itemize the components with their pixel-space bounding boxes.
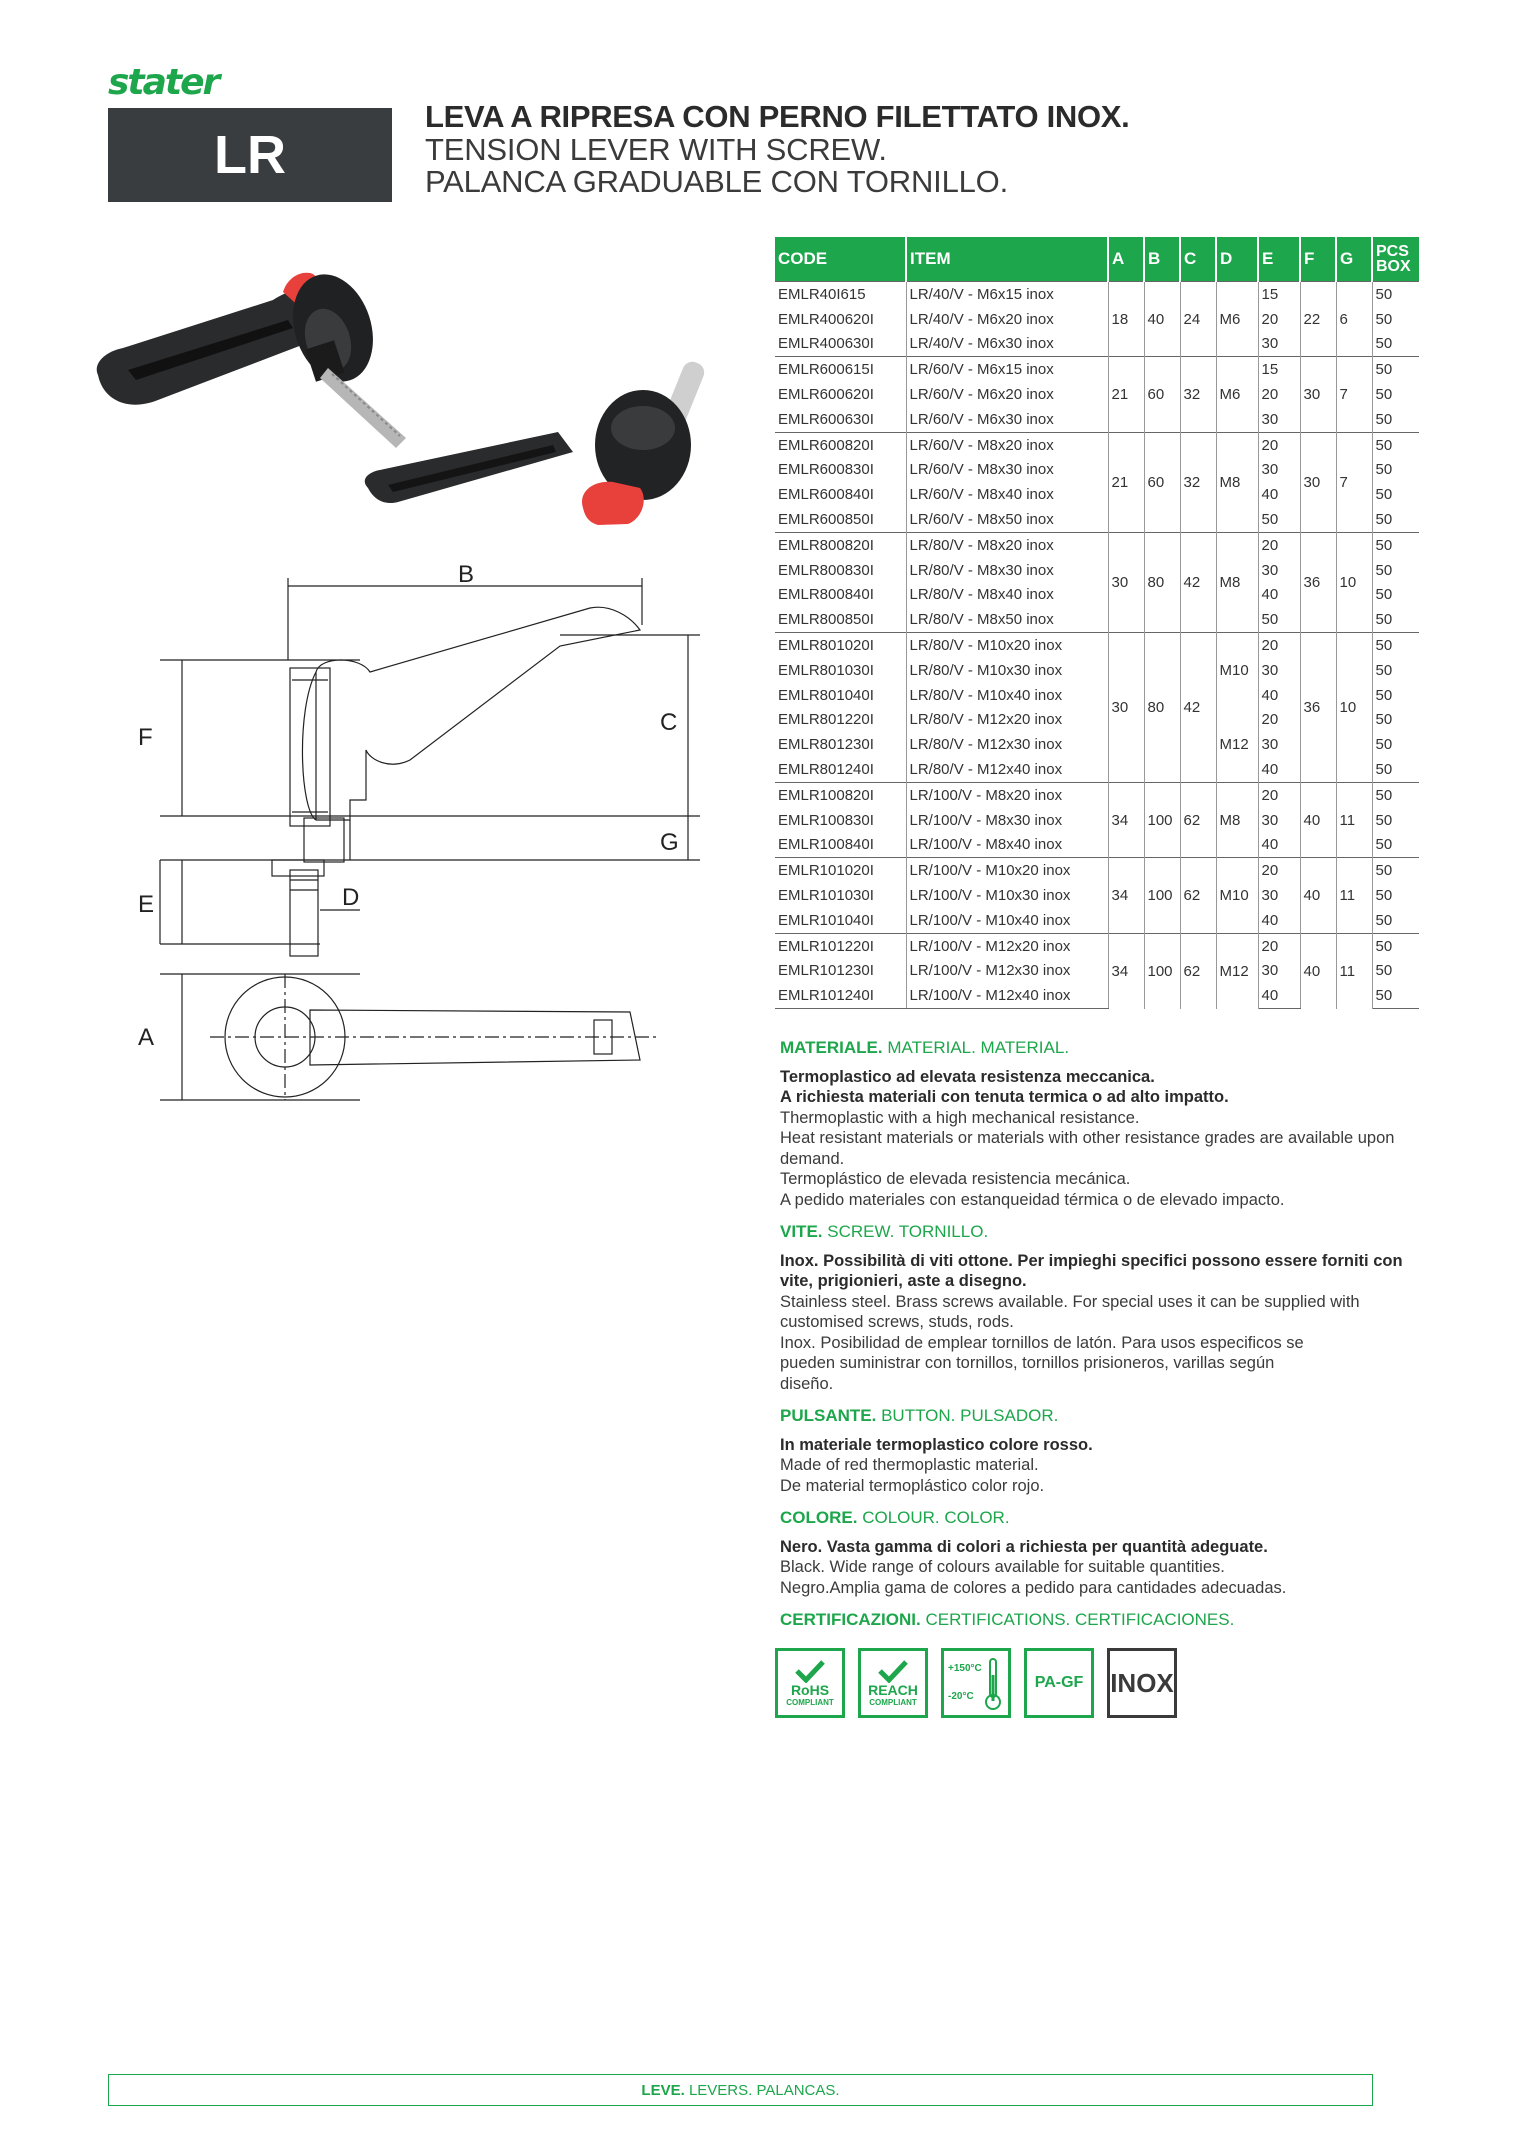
cell-item: LR/80/V - M12x40 inox: [906, 757, 1108, 782]
cell-pcs: 50: [1375, 661, 1393, 679]
material-it-2: A richiesta materiali con tenuta termica o ad alto impatto.: [780, 1088, 1229, 1106]
cell-e: 15: [1258, 357, 1300, 382]
cell-code: EMLR801220I: [775, 708, 906, 733]
cell-d: M10: [1216, 633, 1258, 708]
table-row: [775, 933, 1419, 958]
cell-code: EMLR801020I: [775, 633, 906, 658]
cell-item: LR/100/V - M8x30 inox: [906, 808, 1108, 833]
material-es-2: A pedido materiales con estanqueidad térmica o de elevado impacto.: [780, 1190, 1285, 1209]
footer-bold: LEVE.: [641, 2081, 685, 2099]
cell-e: 20: [1258, 933, 1300, 958]
cell-item: LR/40/V - M6x15 inox: [906, 282, 1108, 307]
cell-a: 30: [1108, 633, 1144, 783]
material-en-2: Heat resistant materials or materials with other resistance grades are available upon demand.: [780, 1129, 1395, 1168]
cell-code: EMLR101220I: [775, 933, 906, 958]
cell-pcs: 50: [1375, 561, 1393, 579]
header-pcs: PCS: [1376, 243, 1409, 260]
spec-table: [775, 237, 1419, 1009]
header-f: F: [1300, 237, 1336, 282]
spec-table-body: [775, 282, 1419, 1009]
temperature-badge: +150°C -20°C: [941, 1648, 1011, 1718]
cell-e: 30: [1258, 883, 1300, 908]
title-spanish: PALANCA GRADUABLE CON TORNILLO.: [425, 164, 1008, 199]
cell-g: 7: [1336, 432, 1372, 532]
cell-item: LR/60/V - M8x30 inox: [906, 458, 1108, 483]
dim-label-b: B: [458, 561, 475, 588]
cell-code: EMLR101030I: [775, 883, 906, 908]
cell-e: 30: [1258, 732, 1300, 757]
cell-pcs: 50: [1372, 532, 1419, 557]
cell-f: 36: [1300, 532, 1336, 632]
header-a: A: [1108, 237, 1144, 282]
cell-item: LR/80/V - M10x20 inox: [906, 633, 1108, 658]
table-row: [775, 633, 1419, 658]
cell-g: 7: [1336, 357, 1372, 432]
cell-b: 100: [1144, 858, 1180, 933]
cell-pcs: 50: [1375, 335, 1393, 353]
cell-e: 20: [1258, 708, 1300, 733]
cell-pcs: 50: [1375, 887, 1393, 905]
material-es-1: Termoplástico de elevada resistencia mecánica.: [780, 1170, 1131, 1188]
cell-c: 62: [1180, 858, 1216, 933]
product-code: LR: [214, 125, 286, 185]
footer-rest: LEVERS. PALANCAS.: [688, 2081, 840, 2099]
cell-item: LR/100/V - M10x40 inox: [906, 908, 1108, 933]
cell-pcs: 50: [1372, 432, 1419, 457]
cell-b: 60: [1144, 432, 1180, 532]
cell-e: 30: [1258, 558, 1300, 583]
cell-item: LR/60/V - M6x20 inox: [906, 382, 1108, 407]
screw-heading: VITE. SCREW. TORNILLO.: [780, 1222, 989, 1241]
cell-a: 34: [1108, 782, 1144, 857]
cell-c: 62: [1180, 933, 1216, 1008]
cell-item: LR/80/V - M8x30 inox: [906, 558, 1108, 583]
cell-code: EMLR600820I: [775, 432, 906, 457]
cell-a: 34: [1108, 933, 1144, 1008]
cell-e: 15: [1258, 282, 1300, 307]
cell-code: EMLR600830I: [775, 458, 906, 483]
header-pcs-box: [1372, 237, 1419, 282]
button-en: Made of red thermoplastic material.: [780, 1456, 1039, 1474]
footer-bar: [108, 2074, 1373, 2106]
thermometer-icon: [984, 1657, 1002, 1711]
cell-item: LR/80/V - M10x40 inox: [906, 683, 1108, 708]
cell-b: 80: [1144, 532, 1180, 632]
dim-label-a: A: [138, 1024, 155, 1051]
cell-item: LR/40/V - M6x30 inox: [906, 332, 1108, 357]
cell-pcs: 50: [1375, 386, 1393, 404]
dim-label-e: E: [138, 891, 155, 918]
cell-f: 40: [1300, 858, 1336, 933]
colour-it: Nero. Vasta gamma di colori a richiesta per quantità adeguate.: [780, 1537, 1268, 1556]
certification-badges: [775, 1648, 1177, 1718]
cell-g: 11: [1336, 782, 1372, 857]
cell-code: EMLR801030I: [775, 658, 906, 683]
screw-it: Inox. Possibilità di viti ottone. Per impieghi specifici possono essere forniti con vite, prigionieri, aste a disegno.: [780, 1251, 1403, 1290]
cell-e: 30: [1258, 332, 1300, 357]
cell-item: LR/60/V - M6x15 inox: [906, 357, 1108, 382]
cell-c: 42: [1180, 633, 1216, 783]
cell-pcs: 50: [1372, 282, 1419, 307]
cell-b: 80: [1144, 633, 1180, 783]
cell-d: M6: [1216, 357, 1258, 432]
title-block: [425, 100, 1129, 198]
cell-item: LR/100/V - M8x20 inox: [906, 782, 1108, 807]
cell-d: M8: [1216, 432, 1258, 532]
table-row: [775, 532, 1419, 557]
cell-item: LR/100/V - M10x30 inox: [906, 883, 1108, 908]
cell-g: 10: [1336, 532, 1372, 632]
cell-pcs: 50: [1375, 761, 1393, 779]
header-box: BOX: [1376, 258, 1411, 275]
cell-e: 30: [1258, 808, 1300, 833]
colour-es: Negro.Amplia gama de colores a pedido para cantidades adecuadas.: [780, 1578, 1287, 1597]
cell-e: 30: [1258, 959, 1300, 984]
cell-code: EMLR101230I: [775, 959, 906, 984]
cell-code: EMLR800820I: [775, 532, 906, 557]
cell-b: 100: [1144, 782, 1180, 857]
cell-pcs: 50: [1375, 310, 1393, 328]
dim-label-c: C: [660, 709, 678, 736]
cell-code: EMLR100830I: [775, 808, 906, 833]
cell-d: M6: [1216, 282, 1258, 357]
header-e: E: [1258, 237, 1300, 282]
cell-pcs: 50: [1375, 511, 1393, 529]
cell-e: 40: [1258, 983, 1300, 1008]
cell-e: 40: [1258, 583, 1300, 608]
cell-f: 22: [1300, 282, 1336, 357]
cell-code: EMLR101020I: [775, 858, 906, 883]
cell-e: 50: [1258, 507, 1300, 532]
cell-item: LR/80/V - M10x30 inox: [906, 658, 1108, 683]
cell-pcs: 50: [1372, 782, 1419, 807]
cell-item: LR/80/V - M12x30 inox: [906, 732, 1108, 757]
header-code: CODE: [775, 237, 906, 282]
product-photo: [88, 240, 748, 560]
cell-g: 11: [1336, 933, 1372, 1008]
dim-label-d: D: [342, 884, 360, 911]
rohs-badge: RoHS COMPLIANT: [775, 1648, 845, 1718]
cell-e: 20: [1258, 782, 1300, 807]
cell-e: 20: [1258, 858, 1300, 883]
cell-code: EMLR800840I: [775, 583, 906, 608]
cell-item: LR/80/V - M8x40 inox: [906, 583, 1108, 608]
cell-pcs: 50: [1375, 811, 1393, 829]
cell-pcs: 50: [1375, 461, 1393, 479]
cell-item: LR/80/V - M8x20 inox: [906, 532, 1108, 557]
dim-label-f: F: [138, 724, 153, 751]
cell-item: LR/60/V - M6x30 inox: [906, 407, 1108, 432]
cell-f: 30: [1300, 432, 1336, 532]
table-row: [775, 858, 1419, 883]
cell-c: 24: [1180, 282, 1216, 357]
cell-code: EMLR100820I: [775, 782, 906, 807]
lever-right-image: [365, 359, 707, 525]
cell-item: LR/100/V - M12x20 inox: [906, 933, 1108, 958]
header-b: B: [1144, 237, 1180, 282]
cell-pcs: 50: [1375, 962, 1393, 980]
cell-code: EMLR101040I: [775, 908, 906, 933]
cell-d: M10: [1216, 858, 1258, 933]
header-g: G: [1336, 237, 1372, 282]
cell-c: 32: [1180, 432, 1216, 532]
cell-e: 50: [1258, 607, 1300, 632]
cell-code: EMLR600620I: [775, 382, 906, 407]
cell-item: LR/100/V - M10x20 inox: [906, 858, 1108, 883]
cell-item: LR/100/V - M8x40 inox: [906, 833, 1108, 858]
cell-g: 6: [1336, 282, 1372, 357]
button-es: De material termoplástico color rojo.: [780, 1476, 1045, 1495]
table-header-row: [775, 237, 1419, 282]
cell-item: LR/60/V - M8x50 inox: [906, 507, 1108, 532]
cell-code: EMLR400620I: [775, 307, 906, 332]
cell-pcs: 50: [1375, 686, 1393, 704]
cell-code: EMLR801230I: [775, 732, 906, 757]
cell-e: 40: [1258, 833, 1300, 858]
checkmark-icon: [794, 1659, 826, 1683]
cell-pcs: 50: [1375, 611, 1393, 629]
header-item: ITEM: [906, 237, 1108, 282]
cell-code: EMLR600630I: [775, 407, 906, 432]
cell-code: EMLR600850I: [775, 507, 906, 532]
material-en-1: Thermoplastic with a high mechanical resistance.: [780, 1108, 1140, 1127]
cell-item: LR/40/V - M6x20 inox: [906, 307, 1108, 332]
cell-code: EMLR801040I: [775, 683, 906, 708]
cell-g: 11: [1336, 858, 1372, 933]
cell-code: EMLR100840I: [775, 833, 906, 858]
lever-left-image: [97, 264, 406, 448]
cell-c: 62: [1180, 782, 1216, 857]
cell-e: 40: [1258, 683, 1300, 708]
cell-e: 40: [1258, 482, 1300, 507]
cell-f: 40: [1300, 933, 1336, 1008]
cell-e: 40: [1258, 757, 1300, 782]
table-row: [775, 282, 1419, 307]
reach-badge: REACH COMPLIANT: [858, 1648, 928, 1718]
cell-a: 18: [1108, 282, 1144, 357]
cell-f: 30: [1300, 357, 1336, 432]
cell-pcs: 50: [1375, 836, 1393, 854]
cell-d: M8: [1216, 782, 1258, 857]
cell-pcs: 50: [1375, 711, 1393, 729]
brand-logo: stater: [108, 62, 219, 103]
pagf-badge: PA-GF: [1024, 1648, 1094, 1718]
table-row: [775, 782, 1419, 807]
colour-heading: COLORE. COLOUR. COLOR.: [780, 1508, 1010, 1527]
cell-f: 40: [1300, 782, 1336, 857]
cell-pcs: 50: [1372, 933, 1419, 958]
cell-item: LR/100/V - M12x40 inox: [906, 983, 1108, 1008]
cell-b: 100: [1144, 933, 1180, 1008]
technical-drawing: [120, 560, 720, 1120]
header-d: D: [1216, 237, 1258, 282]
product-code-box: [108, 108, 392, 202]
cell-e: 20: [1258, 532, 1300, 557]
material-it-1: Termoplastico ad elevata resistenza meccanica.: [780, 1067, 1155, 1086]
cell-e: 30: [1258, 658, 1300, 683]
title-english: TENSION LEVER WITH SCREW.: [425, 132, 887, 167]
button-it: In materiale termoplastico colore rosso.: [780, 1435, 1093, 1454]
cell-pcs: 50: [1375, 410, 1393, 428]
cell-code: EMLR40I615: [775, 282, 906, 307]
cell-c: 42: [1180, 532, 1216, 632]
cell-pcs: 50: [1375, 586, 1393, 604]
cell-code: EMLR400630I: [775, 332, 906, 357]
cell-e: 20: [1258, 432, 1300, 457]
cell-code: EMLR800830I: [775, 558, 906, 583]
cell-a: 21: [1108, 357, 1144, 432]
screw-en: Stainless steel. Brass screws available. For special uses it can be supplied with customised screws, studs, rods.: [780, 1292, 1360, 1331]
cell-b: 60: [1144, 357, 1180, 432]
dim-label-g: G: [660, 829, 679, 856]
cell-pcs: 50: [1372, 633, 1419, 658]
cell-e: 30: [1258, 458, 1300, 483]
cell-d: M12: [1216, 708, 1258, 783]
cell-code: EMLR800850I: [775, 607, 906, 632]
screw-es: Inox. Posibilidad de emplear tornillos de latón. Para usos especificos se pueden suministrar con tornillos, tornillos prisioneros, varillas según diseño.: [780, 1333, 1304, 1393]
cell-b: 40: [1144, 282, 1180, 357]
material-heading: MATERIALE. MATERIAL. MATERIAL.: [780, 1038, 1070, 1057]
cell-item: LR/80/V - M8x50 inox: [906, 607, 1108, 632]
cell-pcs: 50: [1372, 357, 1419, 382]
cell-c: 32: [1180, 357, 1216, 432]
cell-a: 21: [1108, 432, 1144, 532]
cell-e: 20: [1258, 307, 1300, 332]
cell-e: 20: [1258, 633, 1300, 658]
cell-item: LR/80/V - M12x20 inox: [906, 708, 1108, 733]
title-italian: LEVA A RIPRESA CON PERNO FILETTATO INOX.: [425, 99, 1130, 134]
cell-code: EMLR101240I: [775, 983, 906, 1008]
button-heading: PULSANTE. BUTTON. PULSADOR.: [780, 1406, 1059, 1425]
cell-code: EMLR801240I: [775, 757, 906, 782]
cell-pcs: 50: [1375, 736, 1393, 754]
cell-pcs: 50: [1375, 486, 1393, 504]
cell-pcs: 50: [1372, 858, 1419, 883]
header-c: C: [1180, 237, 1216, 282]
cell-e: 30: [1258, 407, 1300, 432]
cell-f: 36: [1300, 633, 1336, 783]
table-row: [775, 432, 1419, 457]
cell-code: EMLR600840I: [775, 482, 906, 507]
cell-a: 30: [1108, 532, 1144, 632]
certifications-heading: CERTIFICAZIONI. CERTIFICATIONS. CERTIFICACIONES.: [780, 1610, 1235, 1629]
cell-item: LR/60/V - M8x20 inox: [906, 432, 1108, 457]
cell-pcs: 50: [1372, 983, 1419, 1008]
cell-e: 20: [1258, 382, 1300, 407]
cell-d: M12: [1216, 933, 1258, 1008]
specs-section: [780, 1038, 1420, 1639]
cell-a: 34: [1108, 858, 1144, 933]
cell-item: LR/100/V - M12x30 inox: [906, 959, 1108, 984]
cell-d: M8: [1216, 532, 1258, 632]
cell-item: LR/60/V - M8x40 inox: [906, 482, 1108, 507]
cell-e: 40: [1258, 908, 1300, 933]
table-row: [775, 357, 1419, 382]
cell-code: EMLR600615I: [775, 357, 906, 382]
checkmark-icon: [877, 1659, 909, 1683]
inox-badge: INOX: [1107, 1648, 1177, 1718]
cell-g: 10: [1336, 633, 1372, 783]
cell-pcs: 50: [1375, 911, 1393, 929]
colour-en: Black. Wide range of colours available for suitable quantities.: [780, 1558, 1225, 1576]
